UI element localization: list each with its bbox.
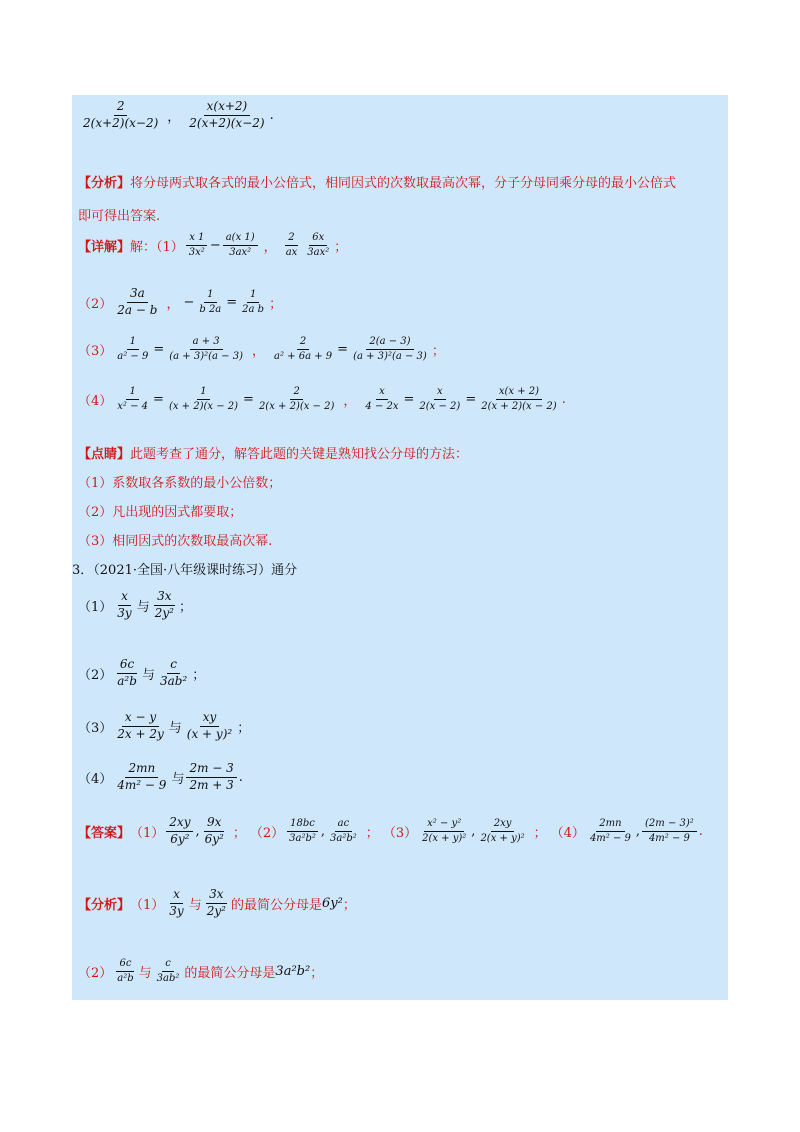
text-span: 【点睛】 bbox=[78, 447, 131, 462]
text-span: （3） bbox=[78, 343, 113, 359]
denominator: 2(x+2)(x−2) bbox=[83, 115, 159, 130]
text-span: ； bbox=[533, 825, 547, 841]
text-span: ； bbox=[178, 599, 192, 615]
text-span: 与 bbox=[136, 599, 150, 615]
text-span: . bbox=[698, 823, 703, 839]
denominator: 2a b bbox=[242, 303, 265, 315]
denominator: 4m² − 9 bbox=[589, 832, 631, 844]
text-span: , bbox=[635, 823, 641, 839]
text-span: 将分母两式取各式的最小公倍式，相同因式的次数取最高次幂，分子分母同乘分母的最小公倍式 bbox=[130, 176, 677, 191]
numerator: 18bc bbox=[287, 818, 318, 832]
text-span: ， bbox=[166, 296, 180, 312]
text-span: 与 bbox=[168, 720, 182, 736]
text-span: ； bbox=[431, 343, 445, 359]
denominator: 3y bbox=[169, 903, 184, 918]
numerator: c bbox=[167, 658, 180, 674]
numerator: 1 bbox=[127, 336, 139, 350]
text-span: ； bbox=[192, 667, 206, 683]
text-span: （4） bbox=[550, 825, 585, 841]
numerator: c bbox=[162, 958, 174, 972]
answer-line bbox=[78, 816, 703, 847]
text-span: , bbox=[195, 823, 200, 839]
fraction bbox=[362, 386, 401, 412]
numerator: 6c bbox=[116, 958, 134, 972]
numerator: x(x + 2) bbox=[496, 386, 542, 400]
numerator: 1 bbox=[247, 289, 259, 303]
denominator: a² − 9 bbox=[117, 350, 149, 362]
text-span: 3．（2021·全国·八年级课时练习）通分 bbox=[72, 563, 298, 578]
denominator: 3ax² bbox=[229, 246, 252, 258]
denominator: (a + 3)²(a − 3) bbox=[169, 350, 244, 362]
denominator: 2(x + 2)(x − 2) bbox=[258, 400, 335, 412]
denominator: b 2a bbox=[199, 303, 222, 315]
text-span: 【分析】 bbox=[78, 176, 131, 191]
fraction bbox=[186, 100, 267, 131]
numerator: x − y bbox=[122, 711, 159, 727]
question-item-3 bbox=[78, 711, 250, 742]
comment-item bbox=[78, 472, 281, 491]
fraction bbox=[114, 958, 136, 984]
fraction bbox=[114, 762, 169, 793]
fraction bbox=[157, 658, 190, 689]
denominator: 3ab² bbox=[156, 972, 180, 984]
fraction bbox=[114, 386, 151, 412]
denominator: 2(x + y)² bbox=[480, 832, 525, 844]
numerator: 2xy bbox=[491, 818, 515, 832]
denominator: 2m + 3 bbox=[189, 777, 234, 792]
fraction bbox=[204, 888, 229, 919]
fraction bbox=[186, 762, 236, 793]
numerator: x bbox=[434, 386, 446, 400]
denominator: 2a − b bbox=[117, 302, 158, 317]
denominator: 3x² bbox=[188, 246, 205, 258]
question-item-1 bbox=[78, 590, 192, 621]
text-span: ， bbox=[343, 393, 357, 409]
comment-item bbox=[78, 501, 242, 520]
numerator: xy bbox=[200, 711, 220, 727]
fraction bbox=[304, 232, 332, 258]
numerator: 2(a − 3) bbox=[366, 336, 413, 350]
text-span: = bbox=[465, 391, 477, 407]
text-span: （2） bbox=[78, 296, 113, 312]
numerator: a + 3 bbox=[190, 336, 223, 350]
numerator: 3x bbox=[206, 888, 226, 904]
numerator: 6c bbox=[117, 658, 137, 674]
denominator: (x + 2)(x − 2) bbox=[168, 400, 239, 412]
text-span: （2） bbox=[249, 825, 285, 841]
fraction bbox=[196, 289, 224, 315]
denominator: ax bbox=[285, 246, 298, 258]
numerator: 2 bbox=[114, 100, 128, 116]
text-span: 解：（1） bbox=[130, 239, 184, 255]
numerator: 2 bbox=[285, 232, 297, 246]
text-span: ； bbox=[269, 296, 283, 312]
denominator: 4m² − 9 bbox=[117, 777, 167, 792]
fraction bbox=[478, 386, 559, 412]
question-title bbox=[72, 559, 297, 578]
numerator: 3x bbox=[154, 590, 174, 606]
denominator: 6y² bbox=[204, 831, 224, 846]
text-span: 与 bbox=[138, 965, 152, 981]
numerator: (2m − 3)² bbox=[642, 818, 697, 832]
fraction bbox=[350, 336, 430, 362]
denominator: a²b bbox=[117, 972, 134, 984]
detail-line-4 bbox=[78, 386, 566, 412]
denominator: 6y² bbox=[170, 831, 190, 846]
fraction bbox=[587, 818, 634, 844]
numerator: 6x bbox=[309, 232, 327, 246]
numerator: x bbox=[376, 386, 388, 400]
text-span: （2） bbox=[78, 965, 113, 981]
fraction bbox=[184, 711, 235, 742]
denominator: 2(x + y)² bbox=[422, 832, 467, 844]
denominator: 2x + 2y bbox=[117, 726, 164, 741]
text-span: （2）凡出现的因式都要取； bbox=[78, 505, 243, 520]
denominator: 2(x+2)(x−2) bbox=[189, 115, 265, 130]
fraction bbox=[271, 336, 335, 362]
numerator: 3a bbox=[127, 287, 148, 303]
fraction bbox=[166, 336, 246, 362]
numerator: x bbox=[170, 888, 183, 904]
question-item-4 bbox=[78, 762, 243, 793]
denominator: 3ab² bbox=[159, 673, 188, 688]
numerator: a(x 1) bbox=[223, 232, 258, 246]
text-span: , bbox=[320, 823, 326, 839]
denominator: 2y² bbox=[154, 605, 174, 620]
fraction bbox=[114, 287, 160, 318]
denominator: 3ax² bbox=[307, 246, 330, 258]
text-span: （4） bbox=[78, 771, 113, 787]
fraction bbox=[166, 386, 241, 412]
text-span: ， bbox=[263, 239, 277, 255]
text-span: （2） bbox=[78, 667, 113, 683]
denominator: (a + 3)²(a − 3) bbox=[353, 350, 427, 362]
numerator: 1 bbox=[204, 289, 216, 303]
detail-line-2 bbox=[78, 287, 282, 318]
analysis2-line-2 bbox=[78, 958, 323, 984]
fraction bbox=[256, 386, 337, 412]
fraction bbox=[114, 336, 151, 362]
denominator: 3a²b² bbox=[289, 832, 316, 844]
fraction bbox=[80, 100, 161, 131]
denominator: 3a²b² bbox=[330, 832, 357, 844]
fraction bbox=[186, 232, 208, 258]
analysis-line-2 bbox=[78, 205, 160, 224]
numerator: 1 bbox=[126, 386, 138, 400]
denominator: 2y² bbox=[206, 903, 226, 918]
analysis2-line-1 bbox=[78, 888, 356, 919]
top-fraction-line bbox=[78, 100, 274, 131]
text-span: = bbox=[226, 294, 238, 310]
numerator: 2mn bbox=[125, 762, 158, 778]
text-span: ； bbox=[232, 825, 246, 841]
text-span: 【详解】 bbox=[78, 239, 131, 255]
denominator: x² − 4 bbox=[117, 400, 149, 412]
fraction bbox=[223, 232, 258, 258]
denominator: a²b bbox=[117, 673, 137, 688]
text-span: （4） bbox=[78, 393, 113, 409]
text-span: 的最简公分母是 bbox=[230, 897, 322, 913]
text-span: = bbox=[337, 341, 349, 357]
denominator: 4m² − 9 bbox=[648, 832, 690, 844]
text-span: （1） bbox=[130, 825, 165, 841]
fraction bbox=[166, 888, 186, 919]
text-span: （3） bbox=[78, 720, 113, 736]
comment-item bbox=[78, 530, 272, 549]
numerator: x 1 bbox=[186, 232, 207, 246]
text-span: 与 bbox=[171, 771, 185, 787]
text-span: . bbox=[238, 769, 243, 785]
fraction bbox=[477, 818, 527, 844]
text-span: ， bbox=[167, 109, 181, 125]
question-item-2 bbox=[78, 658, 205, 689]
analysis-line-1 bbox=[78, 172, 676, 191]
numerator: x(x+2) bbox=[204, 100, 251, 116]
numerator: 2mn bbox=[596, 818, 624, 832]
text-span: − bbox=[209, 237, 221, 253]
fraction bbox=[166, 816, 193, 847]
text-span: 【分析】 bbox=[78, 897, 131, 913]
text-span: = bbox=[403, 391, 415, 407]
text-span: （3）相同因式的次数取最高次幂. bbox=[78, 534, 273, 549]
fraction bbox=[239, 289, 267, 315]
detail-line-3 bbox=[78, 336, 445, 362]
text-span: ； bbox=[237, 720, 251, 736]
text-span: 3a²b² bbox=[275, 963, 311, 979]
text-span: 与 bbox=[188, 897, 202, 913]
fraction bbox=[286, 818, 319, 844]
fraction bbox=[114, 658, 140, 689]
text-span: − bbox=[183, 294, 195, 310]
fraction bbox=[327, 818, 360, 844]
fraction bbox=[416, 386, 463, 412]
numerator: 2 bbox=[297, 336, 309, 350]
numerator: 2 bbox=[290, 386, 302, 400]
text-span: , bbox=[471, 823, 476, 839]
fraction bbox=[202, 816, 227, 847]
text-span: ； bbox=[334, 239, 348, 255]
text-span: 即可得出答案. bbox=[78, 209, 161, 224]
text-span: 的最简公分母是 bbox=[184, 965, 276, 981]
text-span: = bbox=[243, 391, 254, 407]
text-span: （1）系数取各系数的最小公倍数； bbox=[78, 476, 282, 491]
text-span: = bbox=[153, 391, 164, 407]
fraction bbox=[114, 590, 134, 621]
denominator: 3y bbox=[117, 605, 132, 620]
text-span: 此题考查了通分，解答此题的关键是熟知找公分母的方法： bbox=[130, 447, 469, 462]
comment-line bbox=[78, 443, 468, 462]
text-span: . bbox=[269, 107, 274, 123]
text-span: ， bbox=[252, 343, 266, 359]
fraction bbox=[114, 711, 167, 742]
numerator: x² − y² bbox=[424, 818, 464, 832]
fraction bbox=[419, 818, 469, 844]
text-span: （1） bbox=[78, 599, 113, 615]
fraction bbox=[642, 818, 697, 844]
text-span: 【答案】 bbox=[78, 825, 131, 841]
text-span: （1） bbox=[130, 897, 165, 913]
text-span: （3） bbox=[382, 825, 418, 841]
text-span: 6y² bbox=[321, 895, 343, 911]
numerator: x bbox=[118, 590, 131, 606]
numerator: 9x bbox=[204, 816, 224, 832]
fraction bbox=[283, 232, 301, 258]
denominator: 2(x + 2)(x − 2) bbox=[481, 400, 557, 412]
denominator: a² + 6a + 9 bbox=[274, 350, 333, 362]
detail-line-1 bbox=[78, 232, 347, 258]
numerator: ac bbox=[335, 818, 353, 832]
text-span: ； bbox=[342, 897, 356, 913]
numerator: 2m − 3 bbox=[186, 762, 236, 778]
text-span: 与 bbox=[141, 667, 155, 683]
fraction bbox=[154, 958, 183, 984]
denominator: (x + y)² bbox=[186, 726, 233, 741]
numerator: 2xy bbox=[166, 816, 193, 832]
denominator: 2(x − 2) bbox=[419, 400, 461, 412]
numerator: 1 bbox=[197, 386, 209, 400]
fraction bbox=[152, 590, 177, 621]
text-span: ； bbox=[310, 965, 324, 981]
denominator: 4 − 2x bbox=[365, 400, 399, 412]
text-span: = bbox=[153, 341, 165, 357]
text-span: ； bbox=[365, 825, 379, 841]
text-span: . bbox=[561, 391, 566, 407]
